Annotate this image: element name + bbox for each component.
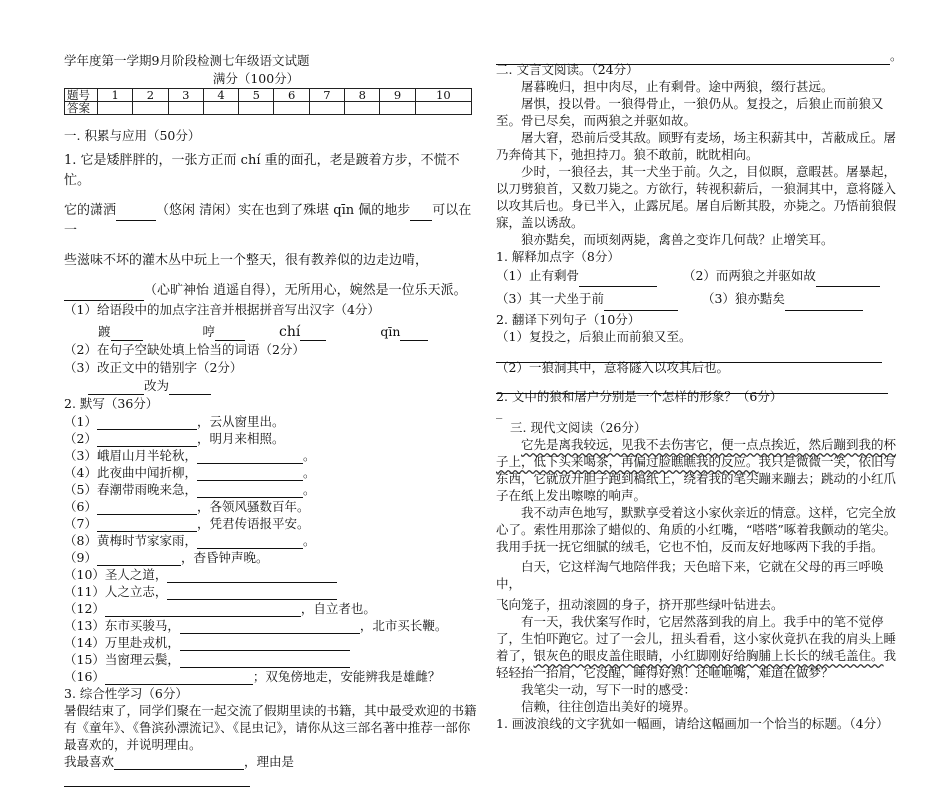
blank[interactable] — [105, 602, 301, 617]
answer-cell[interactable] — [415, 102, 471, 115]
blank[interactable] — [816, 272, 880, 287]
answer-cell[interactable] — [98, 102, 133, 115]
pinyin-row: 踱 哼 chí qīn — [64, 323, 478, 341]
blank[interactable] — [400, 326, 428, 341]
blank[interactable] — [97, 432, 197, 447]
blank[interactable] — [197, 449, 303, 464]
table-number: 10 — [415, 89, 471, 102]
list-item: （8）黄梅时节家家雨， 。 — [64, 533, 316, 548]
modern-text: 有一天，我伏案写作时，它居然落到我的肩上。我手中的笔不觉停了，生怕吓跑它。过了一会儿，扭头看看，这小家伙竟扒在我的肩头上睡着了，银灰色的眼皮盖住眼睛，小红脚刚好给胸脯上长长的绒毛盖住。我轻轻抬一抬肩，它没醒，睡得好熟！还咂咂嘴，难道在做梦？ — [496, 614, 897, 680]
section-heading: 3. 综合性学习（6分） — [64, 686, 188, 701]
answer-cell[interactable] — [203, 102, 238, 115]
table-number: 5 — [239, 89, 274, 102]
list-item: （1） ，云从窗里出。 — [64, 414, 285, 429]
list-item: （5）春潮带雨晚来急， 。 — [64, 482, 316, 497]
left-column — [64, 0, 478, 769]
blank[interactable] — [167, 568, 337, 583]
blank[interactable] — [64, 286, 144, 301]
blank[interactable] — [410, 206, 432, 221]
blank[interactable] — [496, 50, 890, 65]
answer-cell[interactable] — [309, 102, 344, 115]
blank[interactable] — [167, 585, 337, 600]
dictation-list — [64, 413, 478, 685]
blank[interactable] — [111, 326, 143, 341]
list-item: （14）万里赴戎机， — [64, 634, 478, 651]
modern-text: 我笔尖一动，写下一时的感受： — [521, 682, 697, 697]
question: 1. 解释加点字（8分） — [496, 249, 620, 264]
question: （2）一狼洞其中，意将隧入以攻其后也。 — [496, 360, 729, 375]
table-number: 1 — [98, 89, 133, 102]
list-item: （7） ，凭君传语报平安。 — [64, 516, 310, 531]
question: 1. 画波浪线的文字犹如一幅画，请给这幅画加一个恰当的标题。（4分） — [496, 716, 889, 731]
blank[interactable] — [604, 296, 678, 311]
answer-line: 我最喜欢 ，理由是 — [64, 753, 478, 787]
answer-line — [496, 376, 906, 388]
table-row — [65, 89, 472, 102]
classical-text: 屠惧，投以骨。一狼得骨止，一狼仍从。复投之，后狼止而前狼又至。骨已尽矣，而两狼之并驱如故。 — [496, 96, 884, 128]
table-number: 3 — [168, 89, 203, 102]
table-number: 2 — [133, 89, 168, 102]
table-row — [65, 102, 472, 115]
answer-cell[interactable] — [239, 102, 274, 115]
blank[interactable] — [785, 296, 863, 311]
correction-row: 改为 — [64, 377, 478, 395]
paragraph: 暑假结束了，同学们聚在一起交流了假期里读的书籍，其中最受欢迎的书籍有《童年》、《鲁滨孙漂流记》、《昆虫记》，请你从这三部名著中推荐一部你最喜欢的，并说明理由。 — [64, 703, 477, 752]
table-number: 6 — [274, 89, 309, 102]
list-item: （2） ，明月来相照。 — [64, 431, 285, 446]
list-item: （16） ；双兔傍地走，安能辨我是雄雌？ — [64, 669, 441, 684]
question: （1）复投之，后狼止而前狼又至。 — [496, 329, 692, 344]
blank[interactable] — [197, 534, 303, 549]
wavy-text: 它先是离我较远，见我不去伤害它，便一点点挨近，然后蹦到我的杯子上，低下头来喝茶，再偏过脸瞧瞧我的反应。 — [496, 437, 897, 469]
answer-line — [496, 345, 906, 359]
explain-row: （3）其一犬坐于前 （3）狼亦黠矣 — [496, 287, 906, 311]
table-number: 4 — [203, 89, 238, 102]
blank[interactable] — [97, 415, 197, 430]
table-number: 8 — [345, 89, 380, 102]
answer-cell[interactable] — [168, 102, 203, 115]
blank[interactable] — [180, 636, 350, 651]
paragraph: 1. 它是矮胖胖的，一张方正而 chí 重的面孔，老是踱着方步，不慌不忙。 — [64, 153, 460, 188]
table-number: 9 — [380, 89, 415, 102]
blank[interactable] — [180, 653, 350, 668]
table-number: 7 — [309, 89, 344, 102]
modern-text: 白天，它这样淘气地陪伴我；天色暗下来，它就在父母的再三呼唤中， — [496, 559, 884, 591]
list-item: （9） ，杳昏钟声晚。 — [64, 550, 269, 565]
modern-text: 我不动声色地写，默默享受着这小家伙亲近的情意。这样，它完全放心了。索性用那涂了蜡似的、角质的小红嘴，“嗒嗒”啄着我颤动的笔尖。我用手抚一抚它细腻的绒毛，它也不怕，反而友好地啄两下我的手指。 — [496, 505, 897, 554]
section-heading: 二. 文言文阅读。（24分） — [496, 62, 639, 77]
question: （1）给语段中的加点字注音并根据拼音写出汉字（4分） — [64, 302, 380, 317]
dash: _ — [496, 404, 503, 419]
list-item: （13）东市买骏马， ，北市买长鞭。 — [64, 618, 448, 633]
section-heading: 一. 积累与应用（50分） — [64, 128, 201, 143]
classical-text: 少时，一狼径去，其一犬坐于前。久之，目似瞑，意暇甚。屠暴起，以刀劈狼首，又数刀毙之。方欲行，转视积薪后，一狼洞其中，意将隧入以攻其后也。身已半入，止露尻尾。屠自后断其股，亦毙之。乃悟前狼假寐，盖以诱敌。 — [496, 164, 897, 230]
list-item: （4）此夜曲中闻折柳， 。 — [64, 465, 316, 480]
paragraph: 它的潇洒 （悠闲 清闲）实在也到了殊堪 qīn 佩的地步 可以在一 — [64, 203, 472, 238]
explain-row: （1）止有剩骨 （2）而两狼之并驱如故 — [496, 265, 906, 287]
blank[interactable] — [197, 483, 303, 498]
page-title: 学年度第一学期9月阶段检测七年级语文试题 — [64, 53, 310, 68]
right-column — [496, 0, 906, 731]
score-subtitle: 满分（100分） — [212, 71, 300, 86]
list-item: （15）当窗理云鬓， — [64, 651, 478, 668]
blank[interactable] — [114, 755, 244, 770]
answer-cell[interactable] — [345, 102, 380, 115]
modern-text: 它先是离我较远，见我不去伤害它，便一点点挨近，然后蹦到我的杯子上，低下头来喝茶，再偏过脸瞧瞧我的反应。我只是微微一笑，依旧写东西，它就放开胆子跑到稿纸上，绕着我的笔尖蹦来蹦去；跳动的小红爪子在纸上发出嚓嚓的响声。 — [496, 437, 897, 503]
list-item: （3）峨眉山月半轮秋， 。 — [64, 448, 316, 463]
section-heading: 2. 默写（36分） — [64, 396, 159, 411]
blank[interactable] — [64, 772, 250, 787]
answer-cell[interactable] — [133, 102, 168, 115]
blank[interactable] — [88, 380, 144, 395]
answer-cell[interactable] — [380, 102, 415, 115]
list-item: （10）圣人之道， — [64, 566, 478, 583]
question: 2. 翻译下列句子（10分） — [496, 312, 641, 327]
blank[interactable] — [579, 272, 657, 287]
blank[interactable] — [197, 466, 303, 481]
blank[interactable] — [97, 517, 197, 532]
top-answer-line: 。 — [496, 47, 906, 61]
paragraph: 些滋味不坏的灌木丛中玩上一个整天，很有教养似的边走边啃， — [64, 253, 429, 268]
blank[interactable] — [169, 380, 211, 395]
classical-text: 狼亦黠矣，而顷刻两毙，禽兽之变诈几何哉？止增笑耳。 — [521, 232, 834, 247]
answer-table — [64, 88, 472, 115]
modern-text: 信赖，往往创造出美好的境界。 — [521, 699, 697, 714]
wavy-text: 银灰色的眼皮盖住眼睛，小红脚刚好给胸脯上长长的绒毛盖住。 — [533, 648, 884, 663]
table-label: 答案 — [65, 102, 98, 115]
blank[interactable] — [116, 206, 156, 221]
blank[interactable] — [97, 500, 197, 515]
blank[interactable] — [300, 326, 326, 341]
blank[interactable] — [97, 551, 181, 566]
blank[interactable] — [215, 326, 245, 341]
list-item: （12） ，自立者也。 — [64, 601, 376, 616]
question: （2）在句子空缺处填上恰当的词语（2分） — [64, 342, 305, 357]
modern-text: 飞向笼子，扭动滚圆的身子，挤开那些绿叶钻进去。 — [496, 597, 784, 612]
question: （3）改正文中的错别字（2分） — [64, 360, 243, 375]
table-label: 题号 — [65, 89, 98, 102]
blank[interactable] — [105, 670, 253, 685]
blank[interactable] — [180, 619, 360, 634]
section-heading: 三. 现代文阅读（26分） — [510, 420, 647, 435]
paragraph: （心旷神怡 逍遥自得），无所用心，婉然是一位乐天派。 — [64, 281, 478, 301]
question: 2. 文中的狼和屠户分别是一个怎样的形象？（6分） — [496, 389, 783, 404]
answer-cell[interactable] — [274, 102, 309, 115]
classical-text: 屠大窘，恐前后受其敌。顾野有麦场，场主积薪其中，苫蔽成丘。屠乃奔倚其下，弛担持刀。狼不敢前，眈眈相向。 — [496, 130, 897, 162]
list-item: （6） ，各领风骚数百年。 — [64, 499, 310, 514]
classical-text: 屠暮晚归，担中肉尽，止有剩骨。途中两狼，缀行甚远。 — [521, 79, 834, 94]
list-item: （11）人之立志， — [64, 583, 478, 600]
